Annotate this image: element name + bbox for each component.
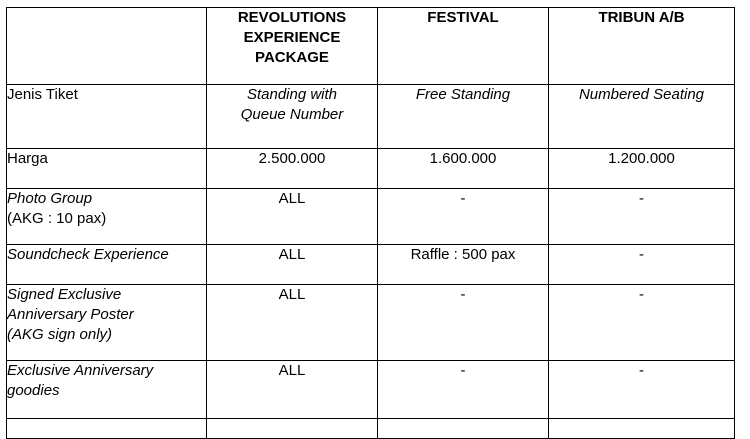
cell-revolutions	[207, 85, 378, 149]
cell-revolutions	[207, 361, 378, 419]
cell-tribun	[549, 189, 735, 245]
cell-revolutions	[207, 285, 378, 361]
row-label-text: Signed Exclusive	[7, 286, 122, 303]
cell-text: -	[639, 362, 644, 379]
cell-text: -	[460, 190, 466, 207]
row-label-text: Harga	[7, 150, 48, 167]
cell-festival	[378, 361, 549, 419]
cell-festival	[378, 245, 549, 285]
table-row	[7, 149, 735, 189]
cell-text: -	[639, 190, 644, 207]
cell-text: Queue Number	[240, 106, 344, 123]
row-label-text: (AKG sign only)	[7, 326, 113, 343]
header-cell-tribun	[549, 8, 735, 85]
cell-text: ALL	[278, 246, 306, 263]
cell-text: ALL	[278, 362, 306, 379]
row-label-soundcheck	[7, 245, 207, 285]
header-cell-festival	[378, 8, 549, 85]
cell-festival	[378, 285, 549, 361]
header-text: TRIBUN A/B	[598, 9, 685, 26]
row-label-jenis-tiket	[7, 85, 207, 149]
cell-tribun	[549, 245, 735, 285]
cell-text: Raffle : 500 pax	[410, 246, 516, 263]
row-label-text: (AKG : 10 pax)	[7, 210, 107, 227]
cell-text: -	[639, 246, 644, 263]
cell-revolutions	[207, 245, 378, 285]
cell-text: 1.200.000	[608, 150, 675, 167]
cell-tribun	[549, 85, 735, 149]
cell-tribun	[549, 361, 735, 419]
cell-text: Free Standing	[415, 86, 511, 103]
cell-text: -	[639, 286, 644, 303]
table-row	[7, 245, 735, 285]
header-cell-revolutions	[207, 8, 378, 85]
cell-text: ALL	[278, 190, 306, 207]
cell-revolutions	[207, 189, 378, 245]
header-text: PACKAGE	[255, 49, 329, 66]
header-text: EXPERIENCE	[243, 29, 341, 46]
cell-tribun	[549, 285, 735, 361]
table-row	[7, 189, 735, 245]
row-label-text: goodies	[7, 382, 60, 399]
ticket-comparison-table	[6, 7, 735, 439]
row-label-text: Photo Group	[7, 190, 93, 207]
row-label-text: Soundcheck Experience	[7, 246, 169, 263]
row-label-photo-group	[7, 189, 207, 245]
cell-festival	[378, 85, 549, 149]
row-label-goodies	[7, 361, 207, 419]
cell-text: -	[460, 286, 466, 303]
cell-text: Numbered Seating	[578, 86, 705, 103]
row-label-text: Jenis Tiket	[7, 86, 78, 103]
cell-festival	[378, 189, 549, 245]
cell-revolutions	[207, 149, 378, 189]
cell-text: Standing with	[246, 86, 338, 103]
cell-text: 2.500.000	[258, 150, 326, 167]
row-label-text: Exclusive Anniversary	[7, 362, 154, 379]
row-label-signed-poster	[7, 285, 207, 361]
row-label-harga	[7, 149, 207, 189]
table-row	[7, 85, 735, 149]
header-text: REVOLUTIONS	[237, 9, 347, 26]
header-text: FESTIVAL	[427, 9, 499, 26]
cell-tribun	[549, 149, 735, 189]
cell-text: -	[460, 362, 466, 379]
cell-text: 1.600.000	[429, 150, 497, 167]
table-row	[7, 361, 735, 419]
table-row	[7, 285, 735, 361]
table-header-row	[7, 8, 735, 85]
header-cell-empty	[7, 8, 207, 85]
row-label-text: Anniversary Poster	[7, 306, 134, 323]
cell-festival	[378, 149, 549, 189]
cell-text: ALL	[278, 286, 306, 303]
